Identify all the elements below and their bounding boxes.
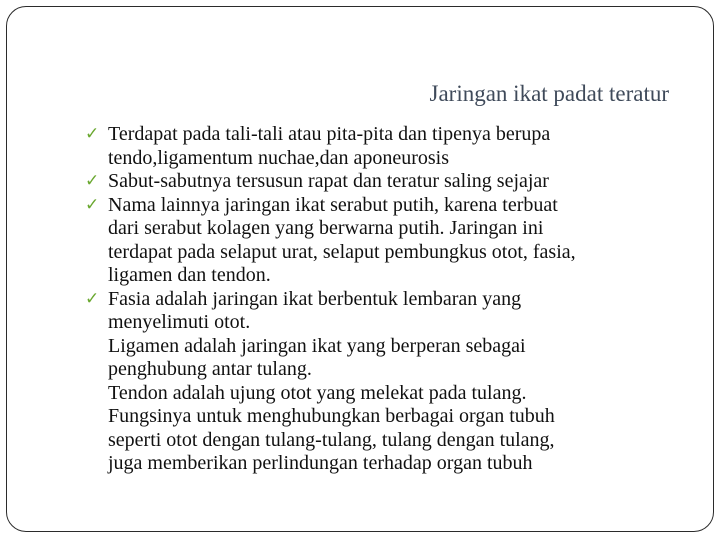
bullet-text-line: tendo,ligamentum nuchae,dan aponeurosis xyxy=(108,146,450,169)
bullet-item xyxy=(85,194,685,288)
bullet-item xyxy=(85,123,685,170)
slide-frame xyxy=(6,6,714,532)
bullet-text-line: Terdapat pada tali-tali atau pita-pita dan tipenya berupa xyxy=(108,123,551,145)
bullet-text-line: Tendon adalah ujung otot yang melekat pada tulang. xyxy=(108,381,527,404)
slide-title: Jaringan ikat padat teratur xyxy=(429,81,669,106)
bullet-item xyxy=(85,288,685,476)
bullet-text-line: terdapat pada selaput urat, selaput pembungkus otot, fasia, xyxy=(108,240,576,263)
checkmark-icon: ✓ xyxy=(85,124,100,144)
bullet-text-line: Fungsinya untuk menghubungkan berbagai organ tubuh xyxy=(108,405,555,427)
bullet-text-line: penghubung antar tulang. xyxy=(108,358,312,380)
bullet-list xyxy=(85,123,685,476)
bullet-text-line: menyelimuti otot. xyxy=(108,311,251,333)
bullet-text-line: ligamen dan tendon. xyxy=(108,264,271,286)
bullet-text-line: Fasia adalah jaringan ikat berbentuk lembaran yang xyxy=(108,287,522,310)
checkmark-icon: ✓ xyxy=(85,171,100,191)
bullet-text-line: Ligamen adalah jaringan ikat yang berperan sebagai xyxy=(108,334,526,357)
bullet-text-line: Sabut-sabutnya tersusun rapat dan teratur saling sejajar xyxy=(108,170,549,192)
bullet-text-line: juga memberikan perlindungan terhadap organ tubuh xyxy=(108,452,533,474)
checkmark-icon: ✓ xyxy=(85,288,100,309)
bullet-item xyxy=(85,170,685,194)
bullet-text-line: seperti otot dengan tulang-tulang, tulang dengan tulang, xyxy=(108,428,555,451)
bullet-text-line: dari serabut kolagen yang berwarna putih. Jaringan ini xyxy=(108,217,544,239)
checkmark-icon: ✓ xyxy=(85,194,100,215)
bullet-text-line: Nama lainnya jaringan ikat serabut putih, karena terbuat xyxy=(108,193,558,216)
